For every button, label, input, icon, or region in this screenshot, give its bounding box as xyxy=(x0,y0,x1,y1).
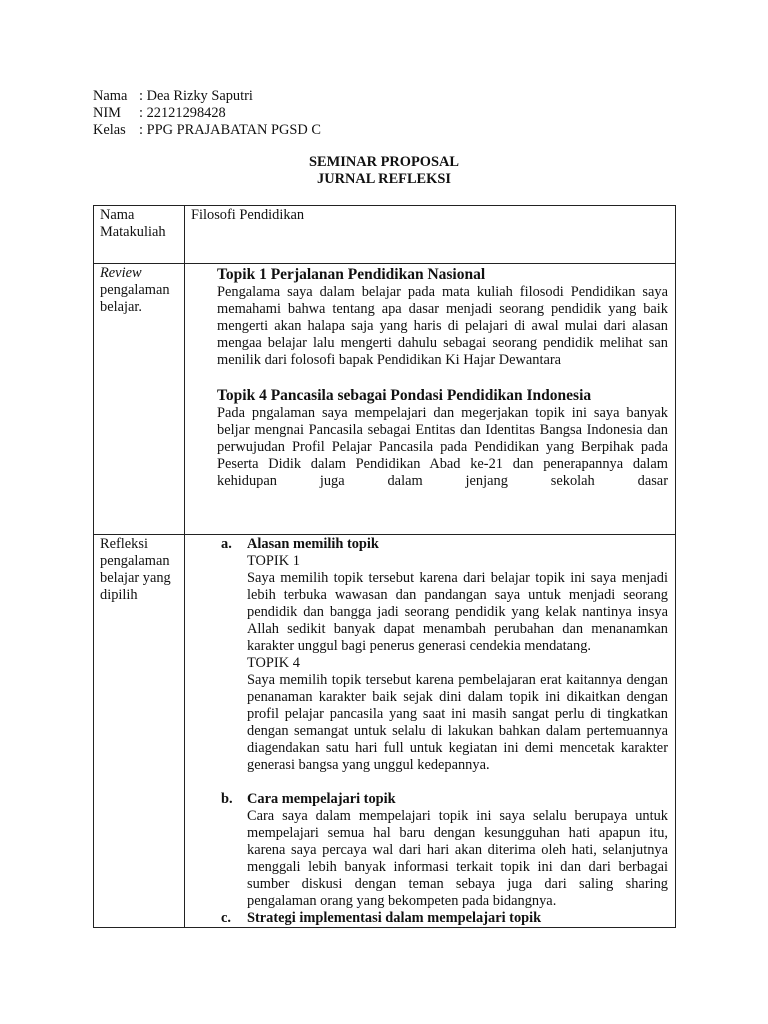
student-class-row xyxy=(93,122,321,139)
table-row-reflection xyxy=(94,535,676,928)
name-value: : Dea Rizky Saputri xyxy=(139,88,253,104)
a-topik4-body: Saya memilih topik tersebut karena pembelajaran erat kaitannya dengan penanaman karakter baik sejak dini dalam topik ini dikaitkan dengan profil pelajar pancasila yang saat ini masih sangat perlu di tingkatkan dengan semangat untuk selalu di lakukan bahkan dalam pertemuannya diagendakan satu hari full untuk kegiatan ini demi mencetak karakter generasi bangsa yang unggul kedepannya. xyxy=(247,672,668,773)
student-name-row xyxy=(93,88,321,105)
spacer xyxy=(191,774,668,791)
topic4-title: Topik 4 Pancasila sebagai Pondasi Pendidikan Indonesia xyxy=(217,387,592,404)
name-label: Nama xyxy=(93,88,128,104)
item-b-title: Cara mempelajari topik xyxy=(247,791,396,807)
course-label: Nama Matakuliah xyxy=(100,207,166,240)
document-titles xyxy=(0,154,768,188)
review-label-cell xyxy=(94,264,185,535)
course-label-cell xyxy=(94,206,185,264)
reflection-content-cell xyxy=(185,535,676,928)
review-label-italic: Review xyxy=(100,265,142,281)
nim-value: : 22121298428 xyxy=(139,105,226,121)
item-b-marker: b. xyxy=(221,791,233,807)
list-item-a xyxy=(221,536,668,553)
topic4-body: Pada pngalaman saya mempelajari dan megerjakan topik ini saya banyak beljar mengnai Pancasila sebagai Entitas dan Identitas Bangsa Indonesia dan perwujudan Profil Pelajar Pancasila pada Pendidikan yang Berpihak pada Peserta Didik dalam Pendidikan Abad ke-21 dan penerapannya dalam kehidupan juga dalam jenjang sekolah dasar xyxy=(217,405,668,489)
course-value: Filosofi Pendidikan xyxy=(191,207,305,223)
topic1-title: Topik 1 Perjalanan Pendidikan Nasional xyxy=(217,266,486,283)
class-value: : PPG PRAJABATAN PGSD C xyxy=(139,122,321,138)
a-topik1-body: Saya memilih topik tersebut karena dari belajar topik ini saya menjadi lebih terbuka wawasan dan pandangan saya untuk menjadi seorang pendidik dan bangga jadi seorang pendidik yang kelak nantinya insya Allah sedikit banyak dapat menambah perubahan dan menanamkan karakter unggul bagi penerus generasi cendekia mendatang. xyxy=(247,570,668,654)
list-item-c xyxy=(221,910,668,927)
a-topik1-label: TOPIK 1 xyxy=(247,553,300,569)
item-a-title: Alasan memilih topik xyxy=(247,536,379,552)
class-label: Kelas xyxy=(93,122,126,138)
item-c-title: Strategi implementasi dalam mempelajari topik xyxy=(247,910,542,926)
list-item-b xyxy=(221,791,668,808)
reflection-label-cell xyxy=(94,535,185,928)
nim-label: NIM xyxy=(93,105,121,121)
item-a-marker: a. xyxy=(221,536,232,552)
document-title: SEMINAR PROPOSAL xyxy=(309,154,459,170)
student-nim-row xyxy=(93,105,321,122)
review-content-cell xyxy=(185,264,676,535)
reflection-label: Refleksi pengalaman belajar yang dipilih xyxy=(100,536,171,603)
table-row-course xyxy=(94,206,676,264)
spacer xyxy=(191,369,668,386)
reflection-table xyxy=(93,205,676,928)
document-subtitle: JURNAL REFLEKSI xyxy=(317,171,451,187)
topic1-body: Pengalama saya dalam belajar pada mata kuliah filosodi Pendidikan saya memahami bahwa tentang apa dasar menjadi seorang pendidik yang baik mengerti akan halapa saja yang haris di pelajari di awal mulai dari alasan mengaa belajar lalu mengerti dahulu sebagai seorang pendidik melihat san menilik dari folosofi bapak Pendidikan Ki Hajar Dewantara xyxy=(217,284,668,368)
table-row-review xyxy=(94,264,676,535)
a-topik4-label: TOPIK 4 xyxy=(247,655,300,671)
course-value-cell xyxy=(185,206,676,264)
b-body: Cara saya dalam mempelajari topik ini saya selalu berupaya untuk mempelajari semua hal baru dengan kesungguhan hati apapun itu, karena saya percaya wal dari hari akan diterima oleh hati, selanjutnya menggali lebih banyak informasi terkait topik ini dan dari berbagai sumber diskusi dengan teman sebaya juga dari saling sharing pengalaman orang yang bekompeten pada bidangnya. xyxy=(247,808,668,909)
student-info xyxy=(93,88,321,139)
item-c-marker: c. xyxy=(221,910,231,926)
review-label-rest: pengalaman belajar. xyxy=(100,282,170,315)
